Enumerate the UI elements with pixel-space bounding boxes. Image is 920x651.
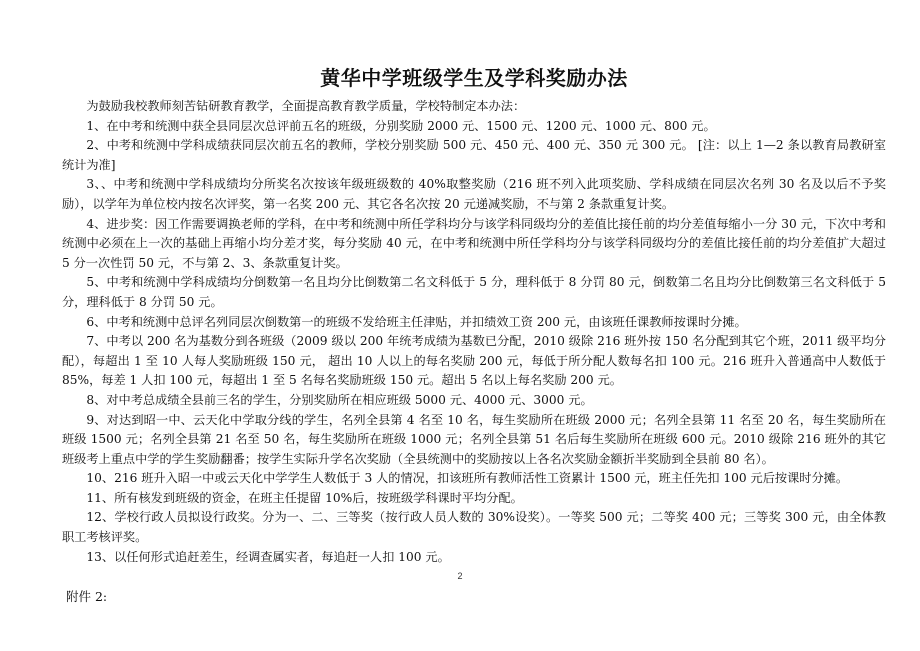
paragraph-1: 1、在中考和统测中获全县同层次总评前五名的班级，分别奖励 2000 元、1500 元、1200 元、1000 元、800 元。 — [86, 118, 716, 133]
paragraph-11: 11、所有核发到班级的资金，在班主任提留 10%后，按班级学科课时平均分配。 — [86, 490, 523, 505]
paragraph-13: 13、以任何形式追赶差生，经调查属实者，每追赶一人扣 100 元。 — [86, 549, 450, 564]
paragraph-9: 9、对达到昭一中、云天化中学取分线的学生，名列全县第 4 名至 10 名，每生奖励所在班级 2000 元；名列全县第 11 名至 20 名，每生奖励所在班级 1500 元；名列全县第 21 名至 50 名，每生奖励所在班级 1000 元；名列全县第 51 名后每生奖励所在班级 600 元。2010 级除 216 班外的其它班级考上重点中学的学生奖励翻番；按学生实际升学名次奖励（全县统测中的奖励按以上各名次奖励金额折半奖励到全县前 80 名）。 — [62, 412, 886, 466]
paragraph-10: 10、216 班升入昭一中或云天化中学学生人数低于 3 人的情况，扣该班所有教师活性工资累计 1500 元，班主任先扣 100 元后按课时分摊。 — [86, 471, 849, 486]
paragraph-4: 4、进步奖：因工作需要调换老师的学科，在中考和统测中所任学科均分与该学科同级均分的差值比接任前的均分差值每缩小一分 30 元，下次中考和统测中必须在上一次的基础上再缩小均分差才奖，每分奖励 40 元，在中考和统测中所任学科均分与该学科同级均分的差值比接任前的均分差值扩大超过 5 分一次性罚 50 元，不与第 2、3、条款重复计奖。 — [62, 216, 886, 270]
paragraph-12: 12、学校行政人员拟设行政奖。分为一、二、三等奖（按行政人员人数的 30%设奖）。一等奖 500 元；二等奖 400 元；三等奖 300 元，由全体教职工考核评奖。 — [62, 510, 886, 545]
paragraph-2: 2、中考和统测中学科成绩获同层次前五名的教师，学校分别奖励 500 元、450 元、400 元、350 元 300 元。 [注：以上 1—2 条以教育局教研室统计为准] — [62, 138, 886, 172]
paragraph-7: 7、中考以 200 名为基数分到各班级（2009 级以 200 年统考成绩为基数已分配，2010 级除 216 班外按 150 名分配到其它个班，2011 级平均分配），每超出 1 至 10 人每人奖励班级 150 元， 超出 10 人以上的每名奖励 200 元，每低于所分配人数每名扣 100 元。216 班升入普通高中人数低于85%，每差 1 人扣 100 元，每超出 1 至 5 名每名奖励班级 150 元。超出 5 名以上每名奖励 200 元。 — [62, 334, 886, 388]
attachment-label: 附件 2: — [66, 589, 108, 605]
document-page — [62, 62, 886, 605]
paragraph-5: 5、中考和统测中学科成绩均分倒数第一名且均分比倒数第二名文科低于 5 分，理科低于 8 分罚 80 元，倒数第二名且均分比倒数第三名文科低于 5 分，理科低于 8 分罚 50 元。 — [62, 275, 886, 309]
document-title: 黄华中学班级学生及学科奖励办法 — [320, 66, 628, 90]
paragraph-8: 8、对中考总成绩全县前三名的学生，分别奖励所在相应班级 5000 元、4000 元、3000 元。 — [86, 392, 593, 407]
paragraph-intro: 为鼓励我校教师刻苦钻研教育教学，全面提高教育教学质量，学校特制定本办法： — [86, 99, 526, 113]
page-number: 2 — [457, 571, 463, 581]
paragraph-3: 3、、中考和统测中学科成绩均分所奖名次按该年级班级数的 40%取整奖励（216 班不列入此项奖励、学科成绩在同层次名列 30 名及以后不予奖励），以学年为单位校内按名次评奖，第一名奖 200 元、其它各名次按 20 元递减奖励，不与第 2 条款重复计奖。 — [62, 177, 886, 211]
paragraph-6: 6、中考和统测中总评名列同层次倒数第一的班级不发给班主任津贴，并扣绩效工资 200 元，由该班任课教师按课时分摊。 — [86, 314, 747, 329]
